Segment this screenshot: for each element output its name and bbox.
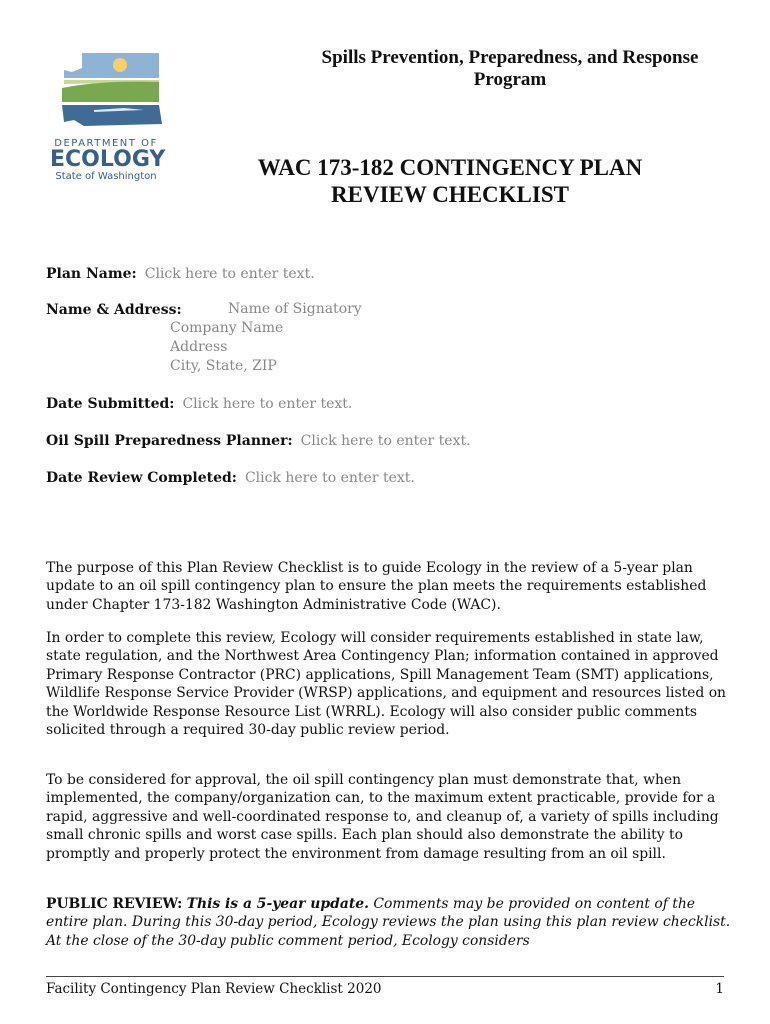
public-review-paragraph xyxy=(46,895,736,950)
logo-line1: DEPARTMENT OF xyxy=(54,138,158,149)
page-footer xyxy=(46,976,724,997)
date-submitted-label: Date Submitted: xyxy=(46,396,175,412)
city-state-zip-field[interactable]: City, State, ZIP xyxy=(170,358,277,374)
logo-line3: State of Washington xyxy=(55,171,157,182)
planner-row xyxy=(46,433,471,449)
page-number: 1 xyxy=(715,981,724,997)
footer-title: Facility Contingency Plan Review Checklist 2020 xyxy=(46,981,382,997)
company-field[interactable]: Company Name xyxy=(170,320,284,336)
plan-name-label: Plan Name: xyxy=(46,266,137,282)
name-address-field[interactable] xyxy=(170,300,362,376)
review-paragraph: In order to complete this review, Ecology will consider requirements established in state law, state regulation, and the Northwest Area Contingency Plan; information contained in approved Primary Response Contractor (PRC) applications, Spill Management Team (SMT) applications, Wildlife Response Service Provider (WRSP) applications, and equipment and resources listed on the Worldwide Response Resource List (WRRL). Ecology will also consider public comments solicited through a required 30-day public review period. xyxy=(46,630,727,739)
approval-paragraph: To be considered for approval, the oil spill contingency plan must demonstrate that, when implemented, the company/organization can, to the maximum extent practicable, provide for a rapid, aggressive and well-coordinated response to, and cleanup of, a variety of spills including small chronic spills and worst case spills. Each plan should also demonstrate the ability to promptly and properly protect the environment from damage resulting from an oil spill. xyxy=(46,772,719,862)
program-name: Spills Prevention, Preparedness, and Response Program xyxy=(321,47,699,90)
ecology-logo xyxy=(50,50,166,182)
page-title: WAC 173-182 CONTINGENCY PLAN REVIEW CHECKLIST xyxy=(257,155,643,207)
public-review-label: PUBLIC REVIEW: xyxy=(46,896,183,912)
plan-name-field[interactable]: Click here to enter text. xyxy=(144,266,315,282)
name-address-row xyxy=(46,302,182,318)
date-review-field[interactable]: Click here to enter text. xyxy=(244,470,415,486)
name-address-label: Name & Address: xyxy=(46,302,182,318)
logo-line2: ECOLOGY xyxy=(50,147,166,172)
plan-name-row xyxy=(46,266,315,282)
date-review-row xyxy=(46,470,415,486)
planner-label: Oil Spill Preparedness Planner: xyxy=(46,433,293,449)
date-review-label: Date Review Completed: xyxy=(46,470,237,486)
purpose-paragraph: The purpose of this Plan Review Checklist is to guide Ecology in the review of a 5-year plan update to an oil spill contingency plan to ensure the plan meets the requirements established under Chapter 173-182 Washington Administrative Code (WAC). xyxy=(46,560,707,613)
planner-field[interactable]: Click here to enter text. xyxy=(300,433,471,449)
date-submitted-row xyxy=(46,396,352,412)
update-note: This is a 5-year update. xyxy=(186,896,369,912)
washington-state-icon xyxy=(54,50,166,132)
public-review-text: Comments may be provided on content of the entire plan. During this 30-day period, Ecology reviews the plan using this plan review checklist. At the close of the 30-day public comment period, Ecology considers xyxy=(46,896,731,949)
signatory-field[interactable]: Name of Signatory xyxy=(228,301,362,317)
date-submitted-field[interactable]: Click here to enter text. xyxy=(182,396,353,412)
address-field[interactable]: Address xyxy=(170,339,228,355)
